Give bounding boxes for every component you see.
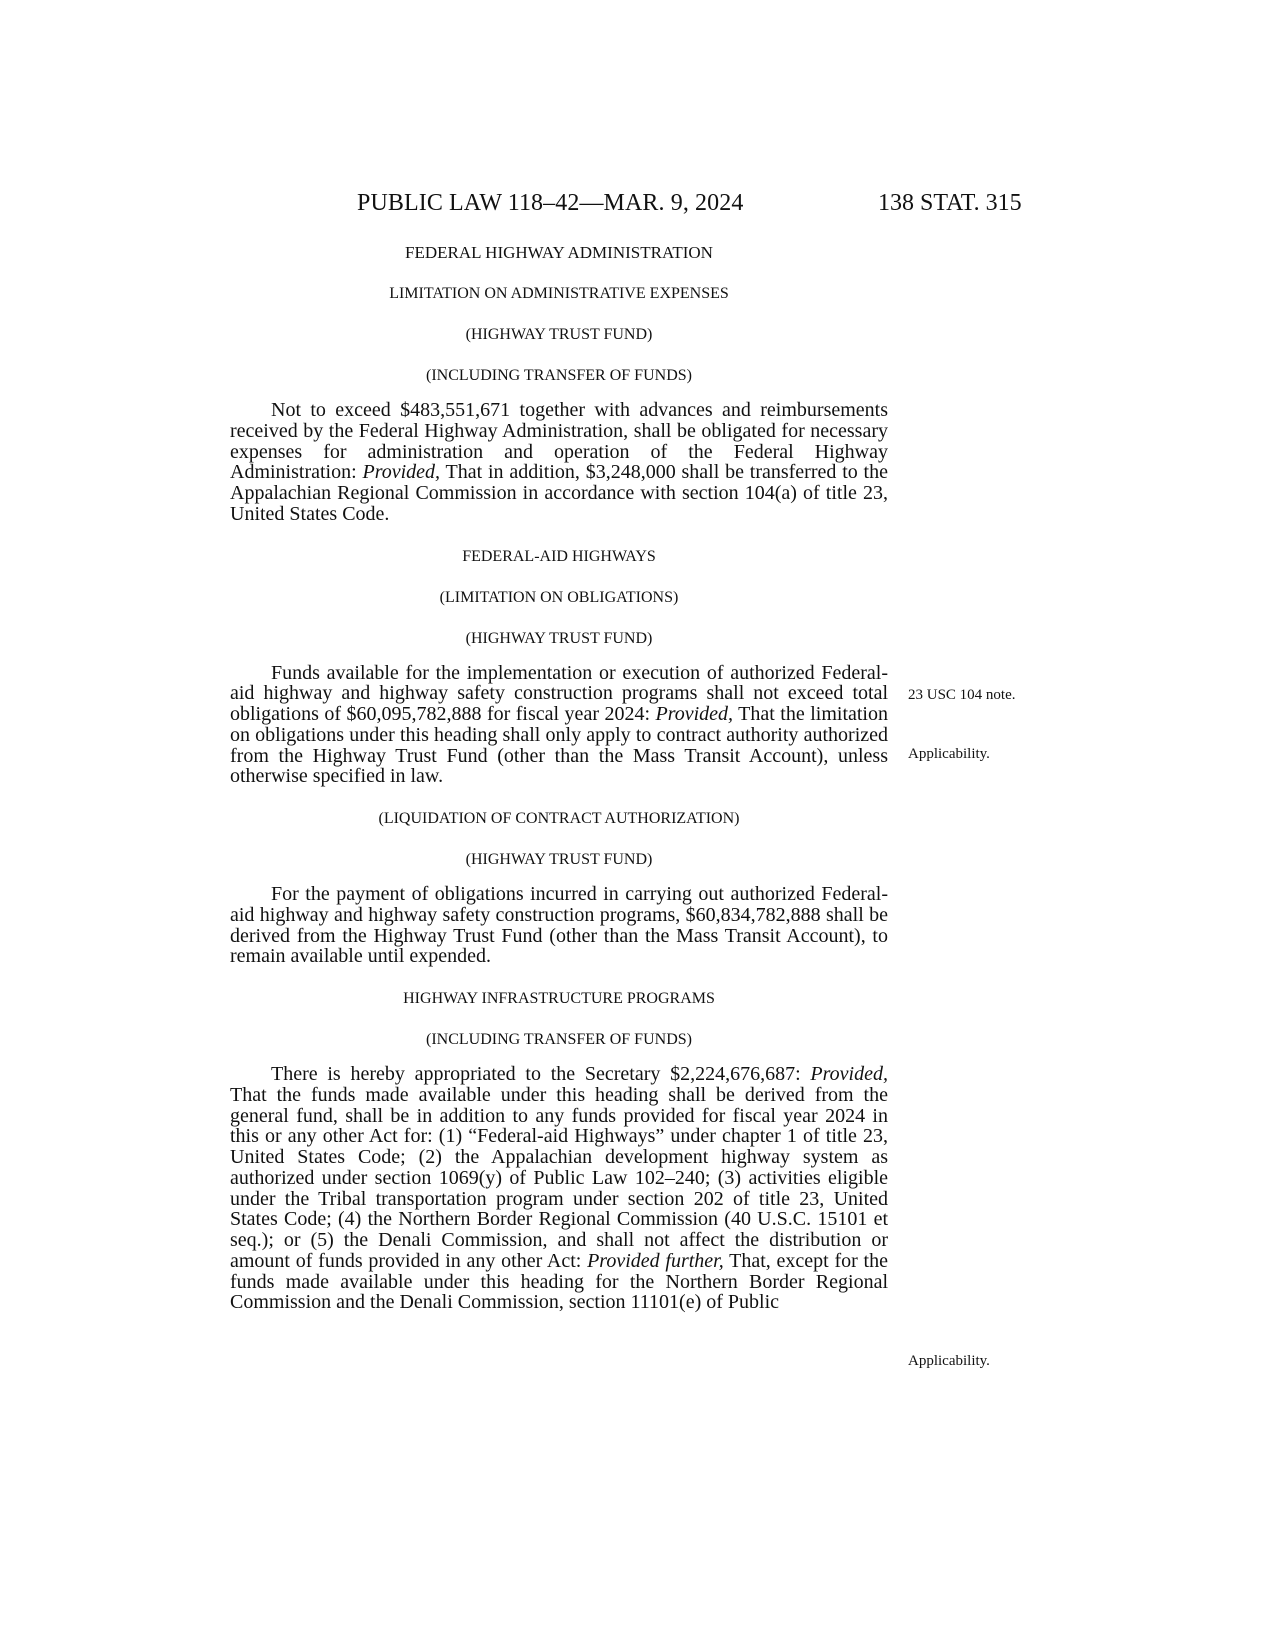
page-header-law: PUBLIC LAW 118–42—MAR. 9, 2024: [357, 190, 744, 216]
section-heading: LIMITATION ON ADMINISTRATIVE EXPENSES: [389, 285, 729, 302]
margin-note-applicability: Applicability.: [908, 1353, 990, 1369]
section-subheading: (LIMITATION ON OBLIGATIONS): [439, 588, 679, 606]
section-subheading: (HIGHWAY TRUST FUND): [465, 629, 653, 647]
paragraph-limitation-obligations: Funds available for the implementation or execution of authorized Federal-aid highway and highway safety construction programs shall not exceed total obligations of $60,095,782,888 for fiscal year 2024: Provided, That the limitation on obligations under this heading shall only apply to contract authority authorized from the Highway Trust Fund (other than the Mass Transit Account), unless otherwise specified in law.: [230, 661, 888, 788]
section-heading: HIGHWAY INFRASTRUCTURE PROGRAMS: [403, 990, 715, 1007]
section-subheading: (HIGHWAY TRUST FUND): [465, 326, 653, 343]
section-heading: (LIQUIDATION OF CONTRACT AUTHORIZATION): [378, 810, 740, 827]
section-heading: FEDERAL-AID HIGHWAYS: [462, 547, 656, 565]
paragraph-admin-expenses: Not to exceed $483,551,671 together with advances and reimbursements received by the Federal Highway Administration, shall be obligated for necessary expenses for administration and operation of the Federal Highway Administration: Provided, That in addition, $3,248,000 shall be transferred to the Appalachian Regional Commission in accordance with section 104(a) of title 23, United States Code.: [230, 399, 888, 525]
section-subheading: (HIGHWAY TRUST FUND): [465, 851, 653, 868]
page-header-stat: 138 STAT. 315: [878, 190, 1022, 216]
margin-note-applicability: Applicability.: [908, 746, 990, 762]
paragraph-liquidation: For the payment of obligations incurred in carrying out authorized Federal-aid highway and highway safety construction programs, $60,834,782,888 shall be derived from the Highway Trust Fund (other than the Mass Transit Account), to remain available until expended.: [230, 883, 888, 968]
body-text-column: [230, 243, 888, 1313]
agency-heading: FEDERAL HIGHWAY ADMINISTRATION: [405, 243, 713, 262]
margin-note-usc: 23 USC 104 note.: [908, 687, 1016, 703]
section-subheading: (INCLUDING TRANSFER OF FUNDS): [426, 367, 692, 384]
section-subheading: (INCLUDING TRANSFER OF FUNDS): [426, 1031, 692, 1048]
paragraph-infrastructure: There is hereby appropriated to the Secretary $2,224,676,687: Provided, That the funds made available under this heading shall be derived from the general fund, shall be in addition to any funds provided for fiscal year 2024 in this or any other Act for: (1) “Federal-aid Highways” under chapter 1 of title 23, United States Code; (2) the Appalachian development highway system as authorized under section 1069(y) of Public Law 102–240; (3) activities eligible under the Tribal transportation program under section 202 of title 23, United States Code; (4) the Northern Border Regional Commission (40 U.S.C. 15101 et seq.); or (5) the Denali Commission, and shall not affect the distribution or amount of funds provided in any other Act: Provided further, That, except for the funds made available under this heading for the Northern Border Regional Commission and the Denali Commission, section 11101(e) of Public: [230, 1063, 888, 1314]
